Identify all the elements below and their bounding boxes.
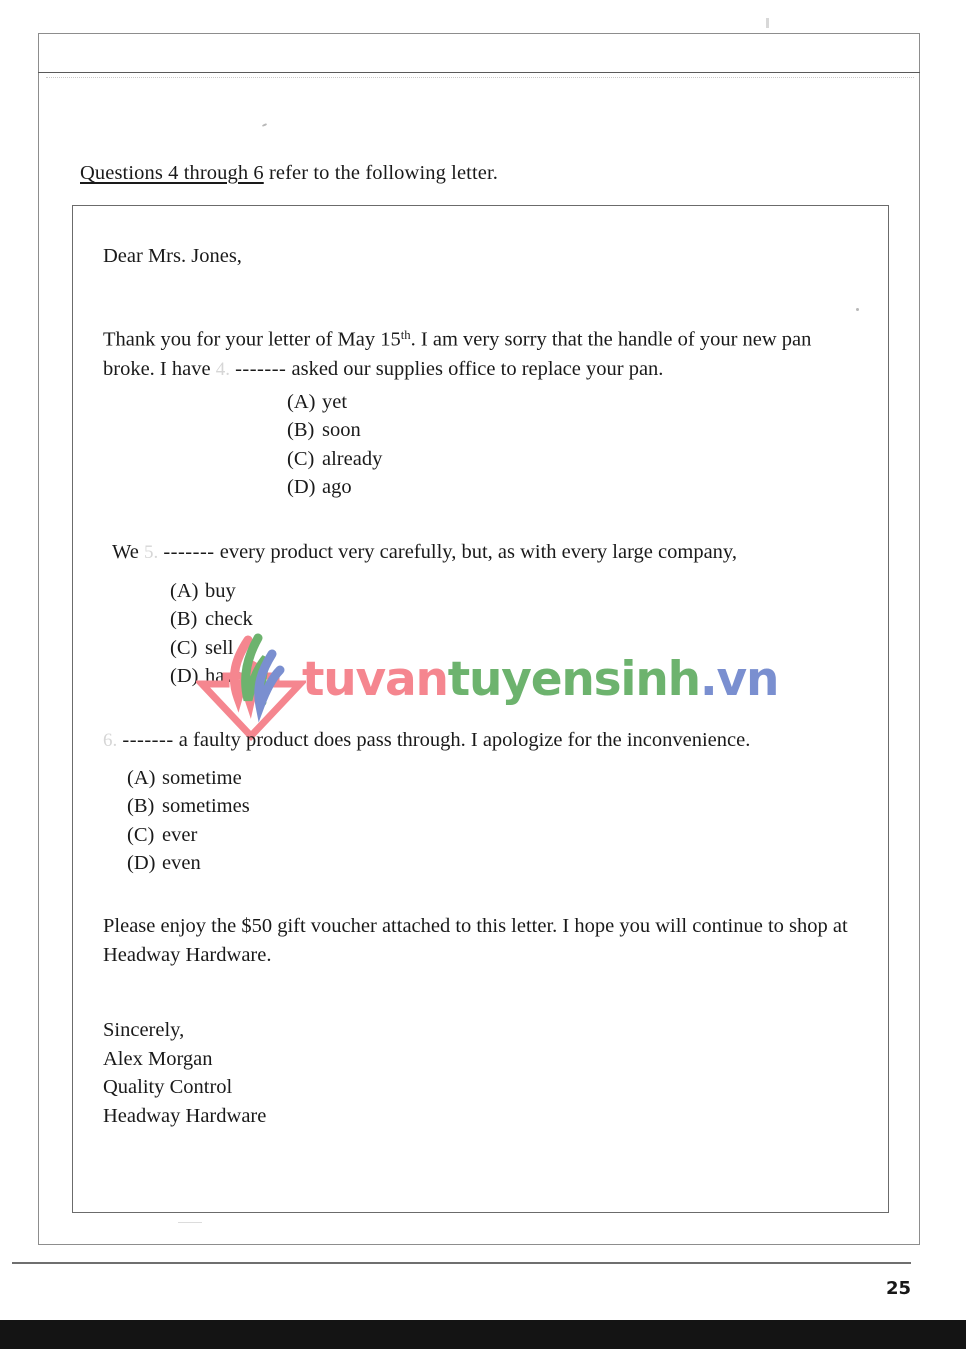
question-number-6: 6. (103, 730, 118, 751)
lead-in-line (80, 162, 498, 185)
blank-dashes-5: ------- (163, 541, 215, 563)
scan-bottom-black-band (0, 1320, 966, 1349)
letter-salutation: Dear Mrs. Jones, (103, 245, 242, 267)
paragraph-2-before-blank: We (112, 541, 139, 563)
question-5-options (170, 577, 253, 691)
question-number-5: 5. (143, 542, 159, 563)
letter-paragraph-4: Please enjoy the $50 gift voucher attached to this letter. I hope you will continue to shop at Headway Hardware. (103, 915, 848, 966)
option-letter: (B) (170, 608, 198, 631)
letter-paragraph-1 (103, 321, 855, 384)
scan-footer-rule (12, 1262, 911, 1264)
option-row[interactable] (127, 764, 250, 792)
letter-paragraph-2 (112, 538, 872, 567)
blank-dashes-6: ------- (122, 729, 174, 751)
option-letter: (B) (127, 795, 155, 818)
letter-paragraph-3 (103, 726, 863, 755)
option-text: sometime (162, 767, 242, 789)
option-letter: (A) (170, 580, 199, 602)
option-row[interactable] (127, 792, 250, 820)
option-text: already (322, 447, 383, 470)
option-letter: (B) (287, 419, 315, 442)
option-text: sometimes (162, 795, 250, 818)
option-text: ever (162, 823, 198, 846)
option-text: yet (322, 391, 348, 413)
option-text: check (205, 608, 253, 631)
ordinal-superscript: th (400, 328, 411, 342)
option-row[interactable] (127, 849, 250, 877)
paragraph-2-after-blank: every product very carefully, but, as with every large company, (219, 541, 737, 563)
option-text: ago (322, 476, 352, 499)
paragraph-3-after-blank: a faulty product does pass through. I apologize for the inconvenience. (178, 729, 751, 751)
option-letter: (A) (127, 767, 156, 789)
blank-dashes-4: ------- (235, 357, 287, 380)
watermark-text-part-3: .vn (699, 652, 779, 707)
option-row[interactable] (287, 445, 382, 473)
option-text: soon (322, 419, 361, 442)
scan-speck (766, 18, 769, 28)
paragraph-1-after-blank: asked our supplies office to replace your pan. (291, 357, 664, 380)
scan-speck (178, 1222, 202, 1223)
option-letter: (D) (170, 665, 199, 688)
option-text: have (205, 665, 244, 688)
option-row[interactable] (127, 821, 250, 849)
option-row[interactable] (170, 605, 253, 633)
question-4-options (287, 388, 382, 502)
signature-name: Alex Morgan (103, 1047, 213, 1070)
signature-closing: Sincerely, (103, 1019, 185, 1041)
paragraph-1-before-blank: Thank you for your letter of May 15 (103, 328, 401, 351)
option-row[interactable] (287, 388, 382, 416)
option-letter: (A) (287, 391, 316, 413)
lead-in-rest: refer to the following letter. (263, 162, 498, 184)
watermark-text-part-1: tuvan (302, 652, 448, 707)
option-row[interactable] (287, 416, 382, 444)
option-text: buy (205, 580, 236, 602)
scan-speck (262, 123, 267, 127)
page-number: 25 (886, 1278, 912, 1299)
paragraph-1-after-superscript: . I am very sorry that the handle of your new pan broke. I have (103, 328, 812, 380)
option-row[interactable] (170, 662, 253, 690)
signature-company: Headway Hardware (103, 1104, 267, 1127)
lead-in-underlined: Questions 4 through 6 (80, 162, 264, 184)
signature-title: Quality Control (103, 1076, 233, 1098)
option-letter: (C) (127, 823, 155, 846)
option-letter: (D) (127, 852, 156, 875)
option-letter: (D) (287, 476, 316, 499)
watermark-text-part-2: tuyensinh (447, 652, 700, 707)
option-row[interactable] (287, 473, 382, 501)
option-row[interactable] (170, 577, 253, 605)
option-letter: (C) (287, 447, 315, 470)
letter-signature-block (103, 1016, 266, 1130)
question-6-options (127, 764, 250, 878)
question-number-4: 4. (215, 358, 230, 380)
scan-header-faint-rule (46, 77, 914, 78)
option-row[interactable] (170, 634, 253, 662)
option-text: sell (205, 636, 234, 659)
scan-header-rule (38, 72, 920, 73)
option-letter: (C) (170, 636, 198, 659)
option-text: even (162, 852, 201, 875)
